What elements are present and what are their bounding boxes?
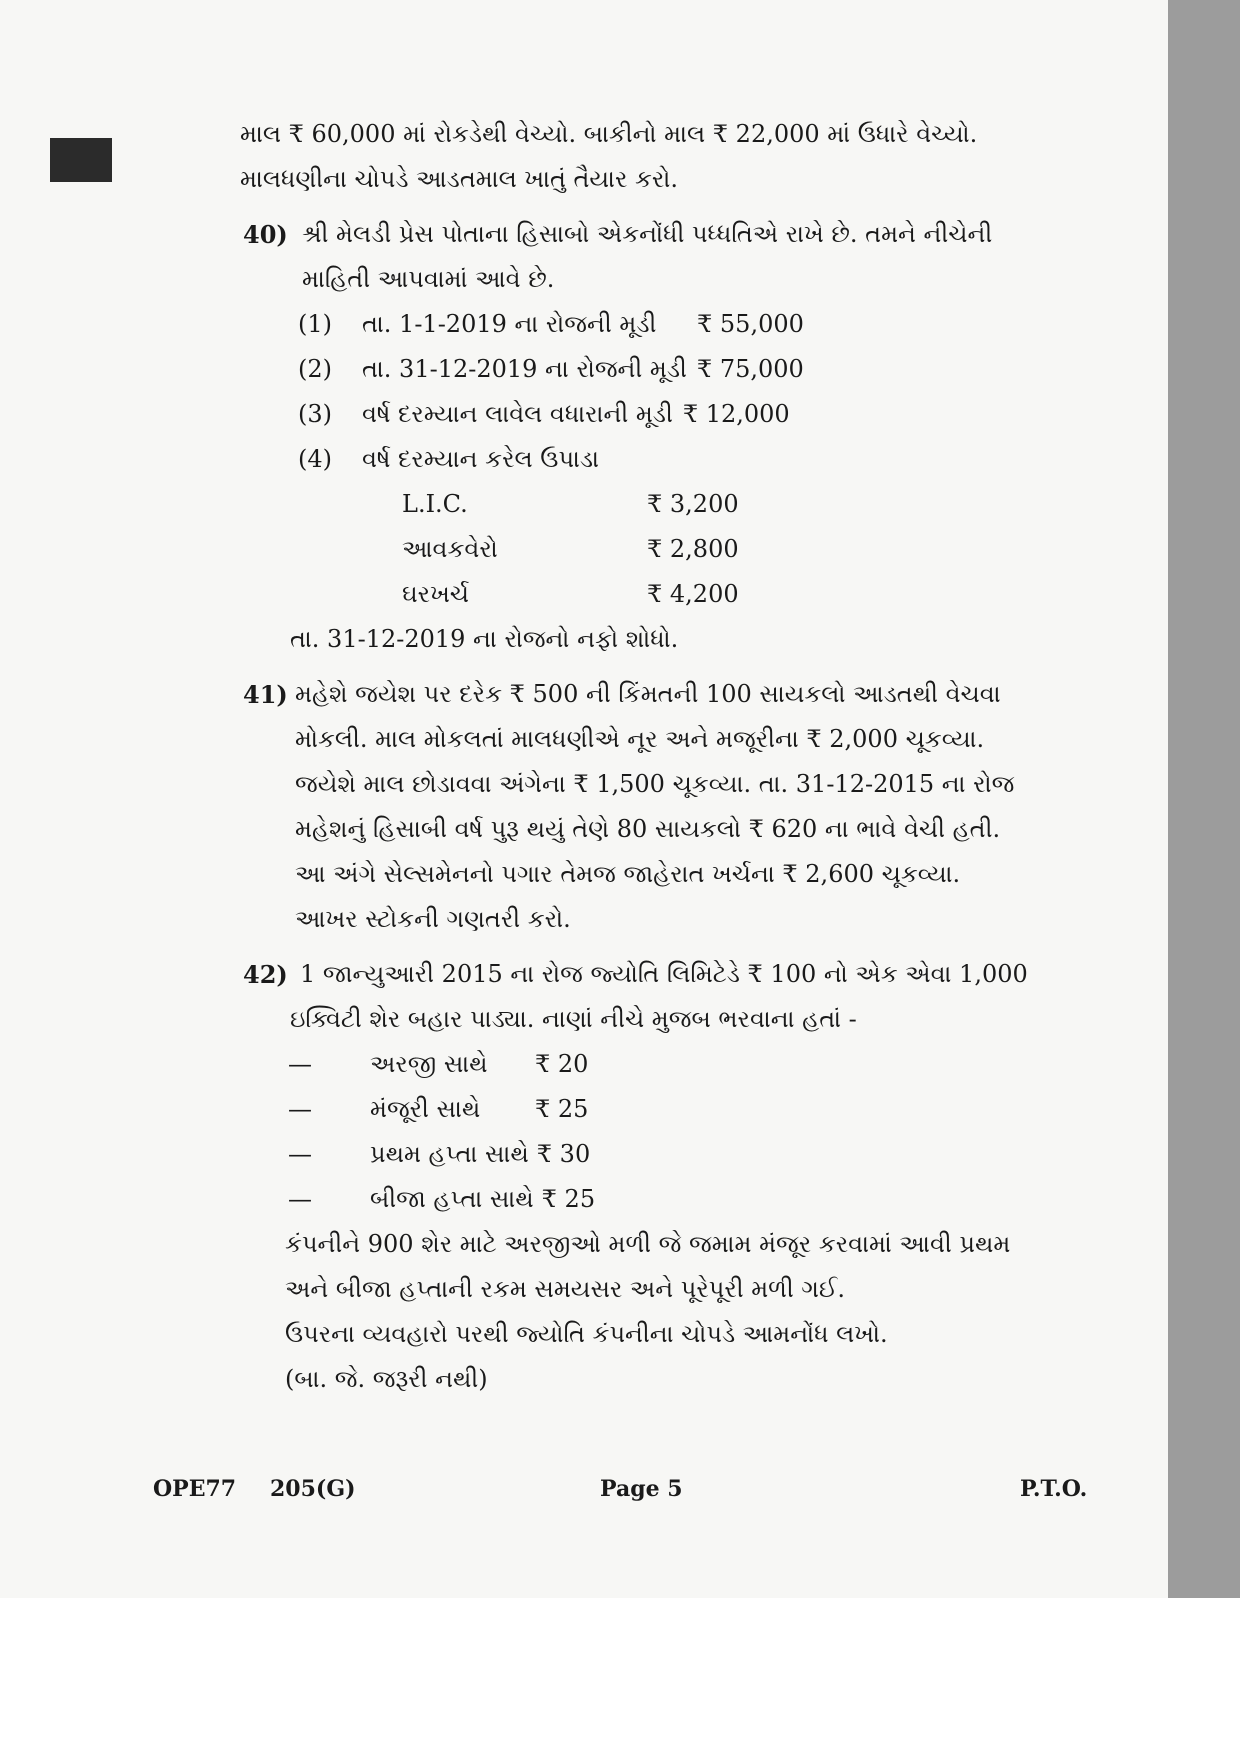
dash: — xyxy=(288,1050,312,1078)
paper-code: OPE77 xyxy=(153,1476,237,1502)
list-item xyxy=(298,347,1030,392)
installment-row xyxy=(240,1087,1030,1132)
question-42 xyxy=(240,952,1030,1402)
scan-marker xyxy=(50,138,112,182)
installment-label: બીજા હપ્તા સાથે xyxy=(370,1185,534,1213)
please-turn-over: P.T.O. xyxy=(1020,1476,1088,1502)
installment-row xyxy=(240,1042,1030,1087)
item-number: (1) xyxy=(298,310,332,338)
question-line: કંપનીને 900 શેર માટે અરજીઓ મળી જે જમામ મંજૂર કરવામાં આવી પ્રથમ xyxy=(285,1230,1011,1258)
withdrawals-table xyxy=(182,482,1030,617)
list-item xyxy=(298,392,1030,437)
installment-amount: ₹ 20 xyxy=(535,1050,589,1078)
question-line: (બા. જે. જરૂરી નથી) xyxy=(285,1365,488,1393)
question-line: માહિતી આપવામાં આવે છે. xyxy=(302,265,555,293)
item-text: તા. 1-1-2019 ના રોજની મૂડી xyxy=(362,310,657,338)
question-line: આખર સ્ટોકની ગણતરી કરો. xyxy=(295,905,571,933)
item-number: (4) xyxy=(298,445,332,473)
list-item xyxy=(298,437,1030,482)
question-40 xyxy=(240,212,1030,662)
item-amount: ₹ 75,000 xyxy=(696,355,804,383)
question-line: આ અંગે સેલ્સમેનનો પગાર તેમજ જાહેરાત ખર્ચના ₹ 2,600 ચૂકવ્યા. xyxy=(295,860,961,888)
withdrawal-row xyxy=(182,572,1030,617)
installment-amount: ₹ 30 xyxy=(536,1140,591,1168)
question-line: જયેશે માલ છોડાવવા અંગેના ₹ 1,500 ચૂકવ્યા. તા. 31-12-2015 ના રોજ xyxy=(295,770,1015,798)
subject-code: 205(G) xyxy=(270,1476,356,1502)
page-content xyxy=(240,112,1030,1402)
question-task: તા. 31-12-2019 ના રોજનો નફો શોધો. xyxy=(290,625,679,653)
withdrawal-row xyxy=(182,482,1030,527)
intro-line: માલધણીના ચોપડે આડતમાલ ખાતું તૈયાર કરો. xyxy=(240,165,678,193)
intro-line: માલ ₹ 60,000 માં રોકડેથી વેચ્યો. બાકીનો માલ ₹ 22,000 માં ઉધારે વેચ્યો. xyxy=(240,120,978,148)
withdrawal-row xyxy=(182,527,1030,572)
withdrawal-amount: ₹ 2,800 xyxy=(647,535,739,563)
installment-amount: ₹ 25 xyxy=(535,1095,589,1123)
dash: — xyxy=(288,1185,312,1213)
question-number: 42) xyxy=(243,960,288,989)
withdrawal-amount: ₹ 4,200 xyxy=(647,580,739,608)
withdrawal-label: L.I.C. xyxy=(402,490,468,518)
dash: — xyxy=(288,1095,312,1123)
intro-continuation xyxy=(240,112,1030,202)
installment-amount: ₹ 25 xyxy=(541,1185,596,1213)
item-text: વર્ષ દરમ્યાન કરેલ ઉપાડા xyxy=(362,445,599,473)
question-line: ઇક્વિટી શેર બહાર પાડ્યા. નાણાં નીચે મુજબ ભરવાના હતાં - xyxy=(290,1005,857,1033)
item-number: (3) xyxy=(298,400,332,428)
withdrawal-label: ઘરખર્ચ xyxy=(402,580,470,608)
item-text: તા. 31-12-2019 ના રોજની મૂડી xyxy=(362,355,687,383)
item-number: (2) xyxy=(298,355,332,383)
question-line: ઉપરના વ્યવહારો પરથી જ્યોતિ કંપનીના ચોપડે આમનોંધ લખો. xyxy=(285,1320,888,1348)
installment-label: મંજૂરી સાથે xyxy=(370,1095,481,1123)
installment-row xyxy=(240,1132,1030,1177)
list-item xyxy=(298,302,1030,347)
withdrawal-amount: ₹ 3,200 xyxy=(647,490,739,518)
question-line: મોકલી. માલ મોકલતાં માલધણીએ નૂર અને મજૂરીના ₹ 2,000 ચૂકવ્યા. xyxy=(295,725,985,753)
dash: — xyxy=(288,1140,312,1168)
question-number: 40) xyxy=(243,220,288,249)
question-line: અને બીજા હપ્તાની રકમ સમયસર અને પૂરેપૂરી મળી ગઈ. xyxy=(285,1275,846,1303)
scan-edge xyxy=(1168,0,1240,1598)
item-text: વર્ષ દરમ્યાન લાવેલ વધારાની મૂડી xyxy=(362,400,673,428)
installment-label: અરજી સાથે xyxy=(370,1050,488,1078)
page-number: Page 5 xyxy=(600,1476,683,1502)
withdrawal-label: આવકવેરો xyxy=(402,535,498,563)
question-line: 1 જાન્યુઆરી 2015 ના રોજ જ્યોતિ લિમિટેડે ₹ 100 નો એક એવા 1,000 xyxy=(300,960,1028,988)
installments-list xyxy=(240,1042,1030,1222)
installment-label: પ્રથમ હપ્તા સાથે xyxy=(370,1140,529,1168)
installment-row xyxy=(240,1177,1030,1222)
scan-background xyxy=(0,1598,1240,1754)
item-amount: ₹ 55,000 xyxy=(697,310,804,338)
question-41 xyxy=(240,672,1030,942)
item-amount: ₹ 12,000 xyxy=(682,400,790,428)
question-number: 41) xyxy=(243,680,288,709)
question-line: મહેશે જયેશ પર દરેક ₹ 500 ની કિંમતની 100 સાયકલો આડતથી વેચવા xyxy=(295,680,1001,708)
question-line: શ્રી મેલડી પ્રેસ પોતાના હિસાબો એકનોંધી પધ્ધતિએ રાખે છે. તમને નીચેની xyxy=(302,220,993,248)
question-line: મહેશનું હિસાબી વર્ષ પુરૂ થયું તેણે 80 સાયકલો ₹ 620 ના ભાવે વેચી હતી. xyxy=(295,815,1001,843)
